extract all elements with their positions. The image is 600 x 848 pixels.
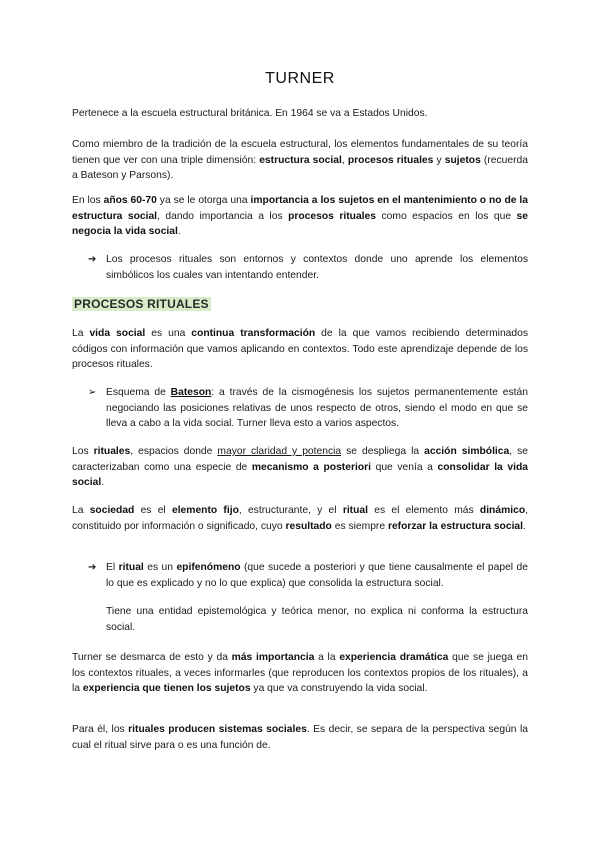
paragraph-conclusion: Para él, los rituales producen sistemas sociales. Es decir, se separa de la perspectiva según la cual el ritual sirve para o es una función de. bbox=[72, 724, 528, 751]
arrowhead-bullet-icon: ➢ bbox=[88, 387, 97, 398]
arrow-bullet-icon: ➔ bbox=[88, 562, 97, 573]
paragraph-turner: Turner se desmarca de esto y da más importancia a la experiencia dramática que se juega en los contextos rituales, a veces informarles (que reproducen los contextos propios de los rituales), a la experiencia que tienen los sujetos ya que va construyendo la vida social. bbox=[72, 652, 528, 695]
page-title: TURNER bbox=[265, 70, 335, 87]
paragraph-years: En los años 60-70 ya se le otorga una importancia a los sujetos en el mantenimiento o no de la estructura social, dando importancia a los procesos rituales como espacios en los que se negocia la vida social. bbox=[72, 195, 529, 238]
bullet-bateson: ➢ Esquema de Bateson: a través de la cismogénesis los sujetos permanentemente están negociando las posiciones relativas de unos respecto de otros, siendo el modo en que se lleva a cabo a la vida social. Turner lleva esto a varios aspectos. bbox=[88, 387, 528, 430]
section-heading: PROCESOS RITUALES bbox=[74, 297, 209, 311]
sub-paragraph-entity: Tiene una entidad epistemológica y teórica menor, no explica ni conforma la estructura social. bbox=[106, 606, 528, 633]
paragraph-intro: Pertenece a la escuela estructural británica. En 1964 se va a Estados Unidos. bbox=[72, 108, 428, 119]
paragraph-society: La sociedad es el elemento fijo, estructurante, y el ritual es el elemento más dinámico, constituido por información o significado, cuyo resultado es siempre reforzar la estructura social. bbox=[72, 505, 528, 532]
arrow-bullet-icon: ➔ bbox=[88, 254, 97, 265]
bullet-epiphenomenon: ➔ El ritual es un epifenómeno (que sucede a posteriori y que tiene causalmente el papel de lo que es explicado y no lo que explica) que consolida la estructura social. bbox=[88, 562, 528, 589]
paragraph-social-life: La vida social es una continua transformación de la que vamos recibiendo determinados códigos con información que vamos aplicando en contextos. Todo este aprendizaje depende de los procesos rituales. bbox=[72, 328, 529, 371]
paragraph-tradition: Como miembro de la tradición de la escuela estructural, los elementos fundamentales de su teoría tienen que ver con una triple dimensión: estructura social, procesos rituales y sujetos (recuerda a Bateson y Parsons). bbox=[72, 139, 529, 182]
paragraph-rituals: Los rituales, espacios donde mayor claridad y potencia se despliega la acción simbólica, se caracterizaban como una especie de mecanismo a posteriori que venía a consolidar la vida social. bbox=[72, 446, 528, 489]
bullet-processes: ➔ Los procesos rituales son entornos y contextos donde uno aprende los elementos simbólicos los cuales van intentando entender. bbox=[88, 254, 528, 281]
